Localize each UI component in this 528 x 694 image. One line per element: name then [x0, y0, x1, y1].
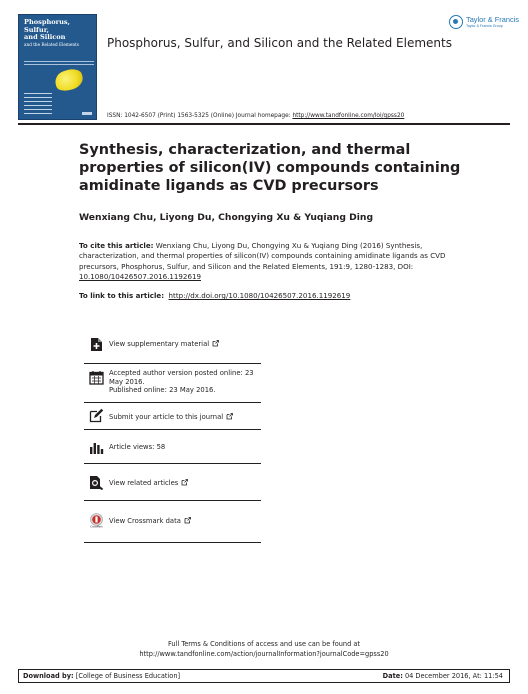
cover-title-line: and Silicon: [24, 33, 66, 42]
cover-subtitle-lines: [24, 61, 94, 67]
submit-article-label: [109, 413, 261, 422]
cover-molecule-graphic: [53, 66, 86, 94]
download-info-bar: [18, 669, 510, 683]
downloaded-by-label: Download by:: [23, 672, 74, 680]
taylor-francis-logo-icon: [449, 15, 463, 29]
issn-text: ISSN: 1042-6507 (Print) 1563-5325 (Online) Journal homepage:: [107, 113, 293, 119]
accepted-date-line: Accepted author version posted online: 23: [109, 369, 254, 377]
article-link-block: [79, 291, 454, 301]
publication-dates-row: [84, 364, 261, 403]
article-authors: Wenxiang Chu, Liyong Du, Chongying Xu & Yuqiang Ding: [79, 212, 374, 223]
crossmark-text: View Crossmark data: [109, 517, 181, 525]
download-date: [383, 672, 503, 680]
published-date-line: Published online: 23 May 2016.: [109, 386, 216, 395]
journal-homepage-link[interactable]: http://www.tandfonline.com/loi/gpss20: [292, 113, 405, 119]
related-articles-text: View related articles: [109, 479, 179, 487]
citation-block: [79, 241, 454, 283]
edit-pencil-icon: [89, 408, 104, 423]
publisher-tagline: Taylor & Francis Group: [466, 24, 503, 28]
terms-url[interactable]: http://www.tandfonline.com/action/journalInformation?journalCode=gpss20: [139, 649, 389, 658]
header-divider: [18, 123, 510, 125]
submit-article-row[interactable]: [84, 403, 261, 430]
publication-dates-text: [109, 369, 261, 395]
external-link-icon: [226, 413, 233, 420]
crossmark-icon: [89, 513, 104, 528]
cover-text-lines: [24, 93, 52, 117]
publisher-name: Taylor & Francis: [466, 15, 519, 24]
related-articles-label: [109, 479, 261, 488]
supplementary-label: [109, 340, 261, 349]
citation-text: Wenxiang Chu, Liyong Du, Chongying Xu & Yuqiang Ding (2016) Synthesis, characterization, and thermal properties of silicon(IV) compounds containing amidinate ligands as CVD precursors, Phosphorus, Sulfur, and Silicon and the Related Elements, 191:9, 1280-1283, DOI:: [79, 241, 446, 271]
cover-publisher-mark: [82, 112, 92, 115]
cover-title-line: Phosphorus,: [24, 18, 70, 26]
terms-notice: [0, 640, 528, 659]
article-title-line: Synthesis, characterization, and thermal: [79, 142, 411, 158]
issn-line: [107, 113, 404, 119]
article-title-line: properties of silicon(IV) compounds containing: [79, 160, 461, 176]
article-title: [79, 141, 479, 195]
downloaded-by: [23, 672, 180, 680]
citation-label: To cite this article:: [79, 241, 154, 250]
download-date-label: Date:: [382, 672, 403, 680]
citation-doi-link[interactable]: 10.1080/10426507.2016.1192619: [79, 272, 201, 282]
external-link-icon: [181, 479, 188, 486]
link-label: To link to this article:: [79, 291, 165, 300]
document-plus-icon: [89, 337, 104, 352]
supplementary-text: View supplementary material: [109, 340, 210, 348]
cover-title-line: and the Related Elements: [24, 41, 79, 47]
related-articles-row[interactable]: [84, 464, 261, 501]
downloaded-by-value: [College of Business Education]: [73, 672, 181, 680]
search-document-icon: [89, 475, 104, 490]
calendar-icon: [89, 370, 104, 385]
taylor-francis-logo[interactable]: [449, 13, 519, 35]
article-title-line: amidinate ligands as CVD precursors: [79, 178, 379, 194]
crossmark-row[interactable]: [84, 501, 261, 543]
terms-line: Full Terms & Conditions of access and use can be found at: [167, 640, 361, 648]
submit-article-text: Submit your article to this journal: [109, 413, 224, 421]
cover-title: [24, 19, 94, 47]
bar-chart-icon: [89, 440, 104, 455]
article-actions-panel: [84, 328, 261, 543]
article-views-text: Article views: 58: [109, 443, 166, 451]
journal-title: Phosphorus, Sulfur, and Silicon and the Related Elements: [107, 36, 452, 50]
article-views-row: [84, 430, 261, 464]
external-link-icon: [184, 517, 191, 524]
external-link-icon: [212, 340, 219, 347]
journal-cover-image: [18, 14, 97, 120]
cover-title-line: Sulfur,: [24, 25, 49, 34]
crossmark-label: [109, 517, 261, 526]
supplementary-row[interactable]: [84, 328, 261, 364]
crossmark-caption: CrossMark: [90, 525, 103, 528]
accepted-date-line: May 2016.: [109, 377, 145, 386]
download-date-value: 04 December 2016, At: 11:54: [402, 672, 503, 680]
article-doi-url[interactable]: http://dx.doi.org/10.1080/10426507.2016.1192619: [168, 291, 351, 300]
